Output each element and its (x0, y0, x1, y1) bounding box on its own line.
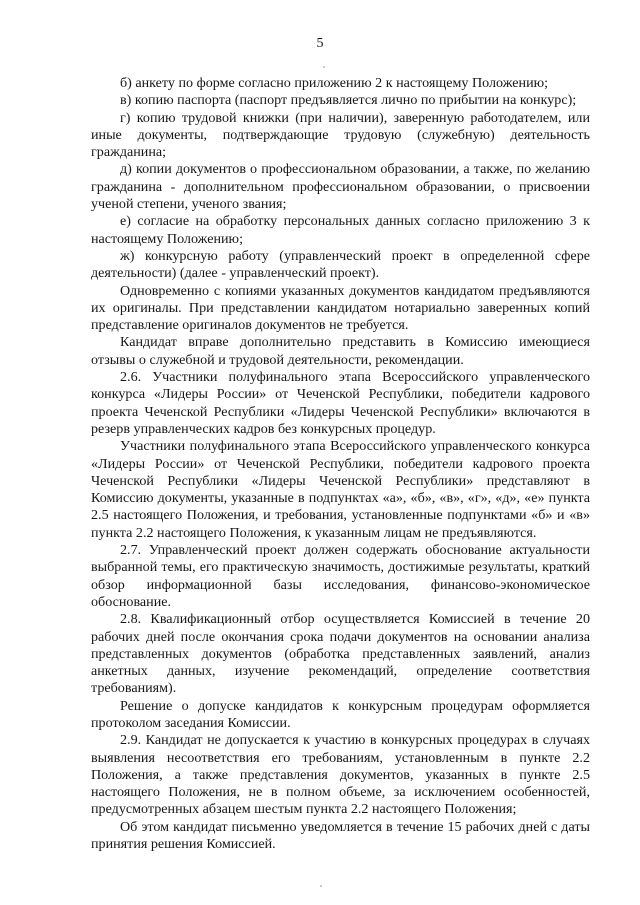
paragraph-originals: Одновременно с копиями указанных документов кандидатом предъявляются их оригиналы. При представлении кандидатом нотариально заверенных копий представление оригиналов документов не требуется. (91, 282, 590, 334)
paragraph-item-b: б) анкету по форме согласно приложению 2 к настоящему Положению; (120, 75, 549, 91)
paragraph-item-zh: ж) конкурсную работу (управленческий проект в определенной сфере деятельности) (далее - управленческий проект). (91, 247, 590, 282)
paragraph-item-v: в) копию паспорта (паспорт предъявляется лично по прибытии на конкурс); (120, 92, 577, 109)
paragraph-item-e: е) согласие на обработку персональных данных согласно приложению 3 к настоящему Положению; (91, 213, 590, 247)
scan-speck (323, 66, 325, 68)
scan-speck (320, 885, 322, 887)
paragraph-2-6-participants: Участники полуфинального этапа Всероссийского управленческого конкурса «Лидеры России» от Чеченской Республики, победители кадрового проекта Чеченской Республики «Лидеры Чеченской Республики» представляют в Комиссию документы, указанные в подпунктах «а», «б», «в», «г», «д», «е» пункта 2.5 настоящего Положения, и требования, установленные подпунктами «б» и «в» пункта 2.2 настоящего Положения, к указанным лицам не предъявляются. (91, 438, 590, 541)
paragraph-2-9: 2.9. Кандидат не допускается к участию в конкурсных процедурах в случаях выявления несоответствия его требованиям, установленным в пункте 2.2 Положения, а также представления документов, указанных в пункте 2.5 настоящего Положения, не в полном объеме, за исключением особенностей, предусмотренных абзацем шестым пункта 2.2 настоящего Положения; (91, 732, 590, 818)
paragraph-admission-decision: Решение о допуске кандидатов к конкурсным процедурам оформляется протоколом заседания Комиссии. (91, 697, 590, 731)
paragraph-notification: Об этом кандидат письменно уведомляется в течение 15 рабочих дней с даты принятия решения Комиссией. (91, 818, 590, 853)
paragraph-recommendations: Кандидат вправе дополнительно представить в Комиссию имеющиеся отзывы о служебной и трудовой деятельности, рекомендации. (91, 334, 590, 368)
paragraph-2-7: 2.7. Управленческий проект должен содержать обоснование актуальности выбранной темы, его практическую значимость, достижимые результаты, краткий обзор информационной базы исследования, финансово-экономическое обоснование. (91, 542, 590, 610)
document-body (91, 75, 590, 853)
paragraph-2-6: 2.6. Участники полуфинального этапа Всероссийского управленческого конкурса «Лидеры России» от Чеченской Республики, победители кадрового проекта Чеченской Республики «Лидеры Чеченской Республики» включаются в резерв управленческих кадров без конкурсных процедур. (91, 369, 590, 437)
page-number: 5 (316, 36, 324, 51)
paragraph-item-g: г) копию трудовой книжки (при наличии), заверенную работодателем, или иные документы, подтверждающие трудовую (служебную) деятельность гражданина; (91, 109, 590, 161)
paragraph-2-8: 2.8. Квалификационный отбор осуществляется Комиссией в течение 20 рабочих дней после окончания срока подачи документов на основании анализа представленных документов (обработка представленных заявлений, анализ анкетных данных, изучение рекомендаций, определение соответствия требованиям). (91, 611, 590, 697)
paragraph-item-d: д) копии документов о профессиональном образовании, а также, по желанию гражданина - дополнительном профессиональном образовании, о присвоении ученой степени, ученого звания; (91, 161, 590, 213)
